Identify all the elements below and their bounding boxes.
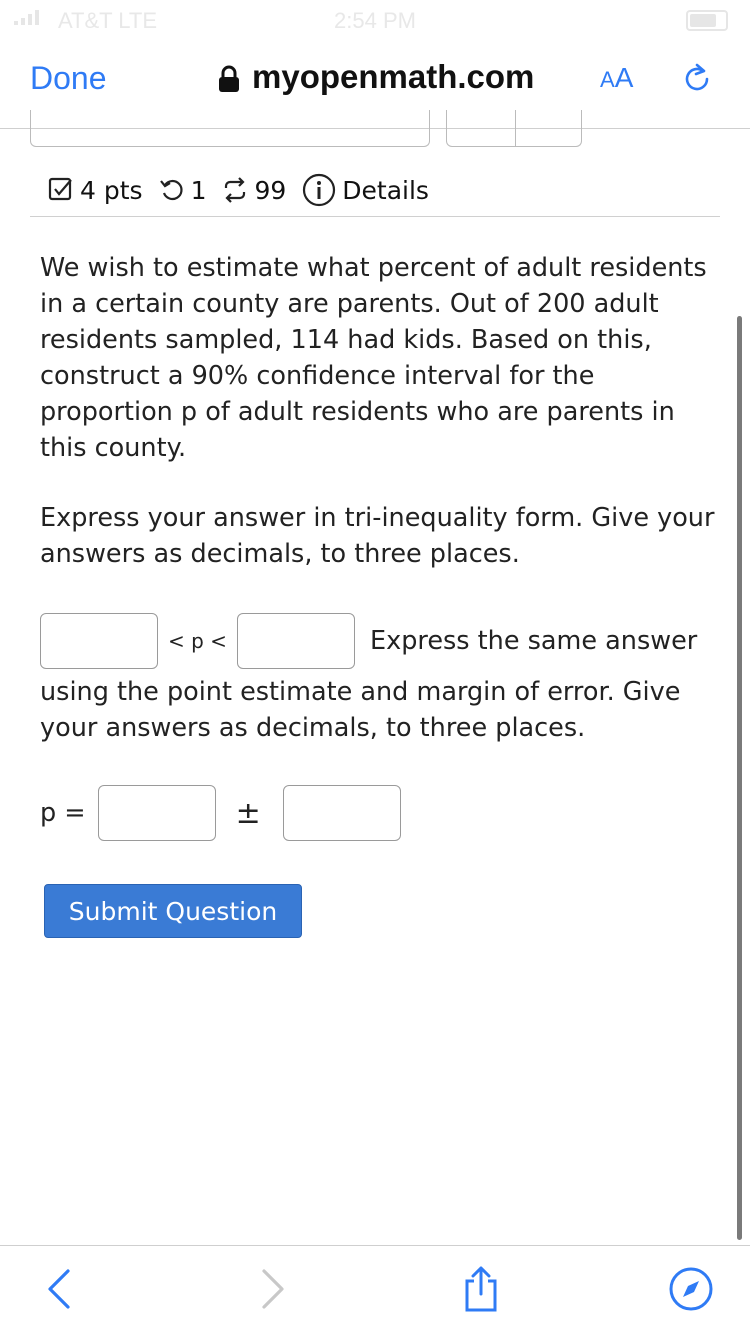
- reload-icon[interactable]: [680, 62, 714, 96]
- checkbox-icon: [48, 177, 74, 203]
- carrier-label: AT&T LTE: [58, 8, 158, 33]
- repeat-icon: [222, 177, 248, 203]
- submit-question-button[interactable]: Submit Question: [44, 884, 302, 938]
- share-icon[interactable]: [456, 1264, 506, 1314]
- info-icon: [302, 173, 336, 207]
- address-bar[interactable]: [218, 58, 534, 96]
- battery-icon: [686, 10, 728, 31]
- point-estimate-instructions: using the point estimate and margin of error. Give your answers as decimals, to three places.: [40, 677, 681, 743]
- question-text: We wish to estimate what percent of adult residents in a certain county are parents. Out of 200 adult residents sampled, 114 had kids. Based on this, construct a 90% confidence interval for the proportion p of adult residents who are parents in this county.: [40, 253, 707, 463]
- browser-bottom-bar: [0, 1245, 750, 1335]
- clipped-button-group: [446, 110, 582, 147]
- retries: 99: [222, 176, 286, 205]
- back-icon[interactable]: [34, 1264, 84, 1314]
- same-answer-text: Express the same answer: [370, 626, 698, 656]
- lock-icon: [218, 63, 240, 91]
- inequality-label: < p <: [168, 629, 227, 653]
- attempts: 1: [159, 176, 207, 205]
- details-link[interactable]: Details: [302, 173, 429, 207]
- question-body: [40, 250, 720, 606]
- text-size-icon[interactable]: AA: [600, 62, 634, 93]
- retry-icon: [159, 177, 185, 203]
- tri-inequality-answer: [40, 612, 355, 670]
- divider: [30, 216, 720, 217]
- plus-minus-label: ±: [235, 795, 261, 831]
- p-label: p =: [40, 798, 86, 828]
- scrollbar[interactable]: [737, 316, 742, 1240]
- status-bar: [0, 0, 750, 42]
- url-text: myopenmath.com: [252, 58, 535, 95]
- forward-icon[interactable]: [248, 1264, 298, 1314]
- upper-bound-input[interactable]: [237, 613, 355, 669]
- clock: 2:54 PM: [334, 8, 416, 33]
- instructions-text: Express your answer in tri-inequality form. Give your answers as decimals, to three places.: [40, 503, 715, 569]
- clipped-input: [30, 110, 430, 147]
- question-meta: [48, 168, 445, 212]
- margin-of-error-input[interactable]: [283, 785, 401, 841]
- point-estimate-answer: [40, 784, 401, 842]
- point-estimate-input[interactable]: [98, 785, 216, 841]
- points: 4 pts: [48, 176, 143, 205]
- done-button[interactable]: Done: [30, 60, 107, 96]
- lower-bound-input[interactable]: [40, 613, 158, 669]
- compass-icon[interactable]: [666, 1264, 716, 1314]
